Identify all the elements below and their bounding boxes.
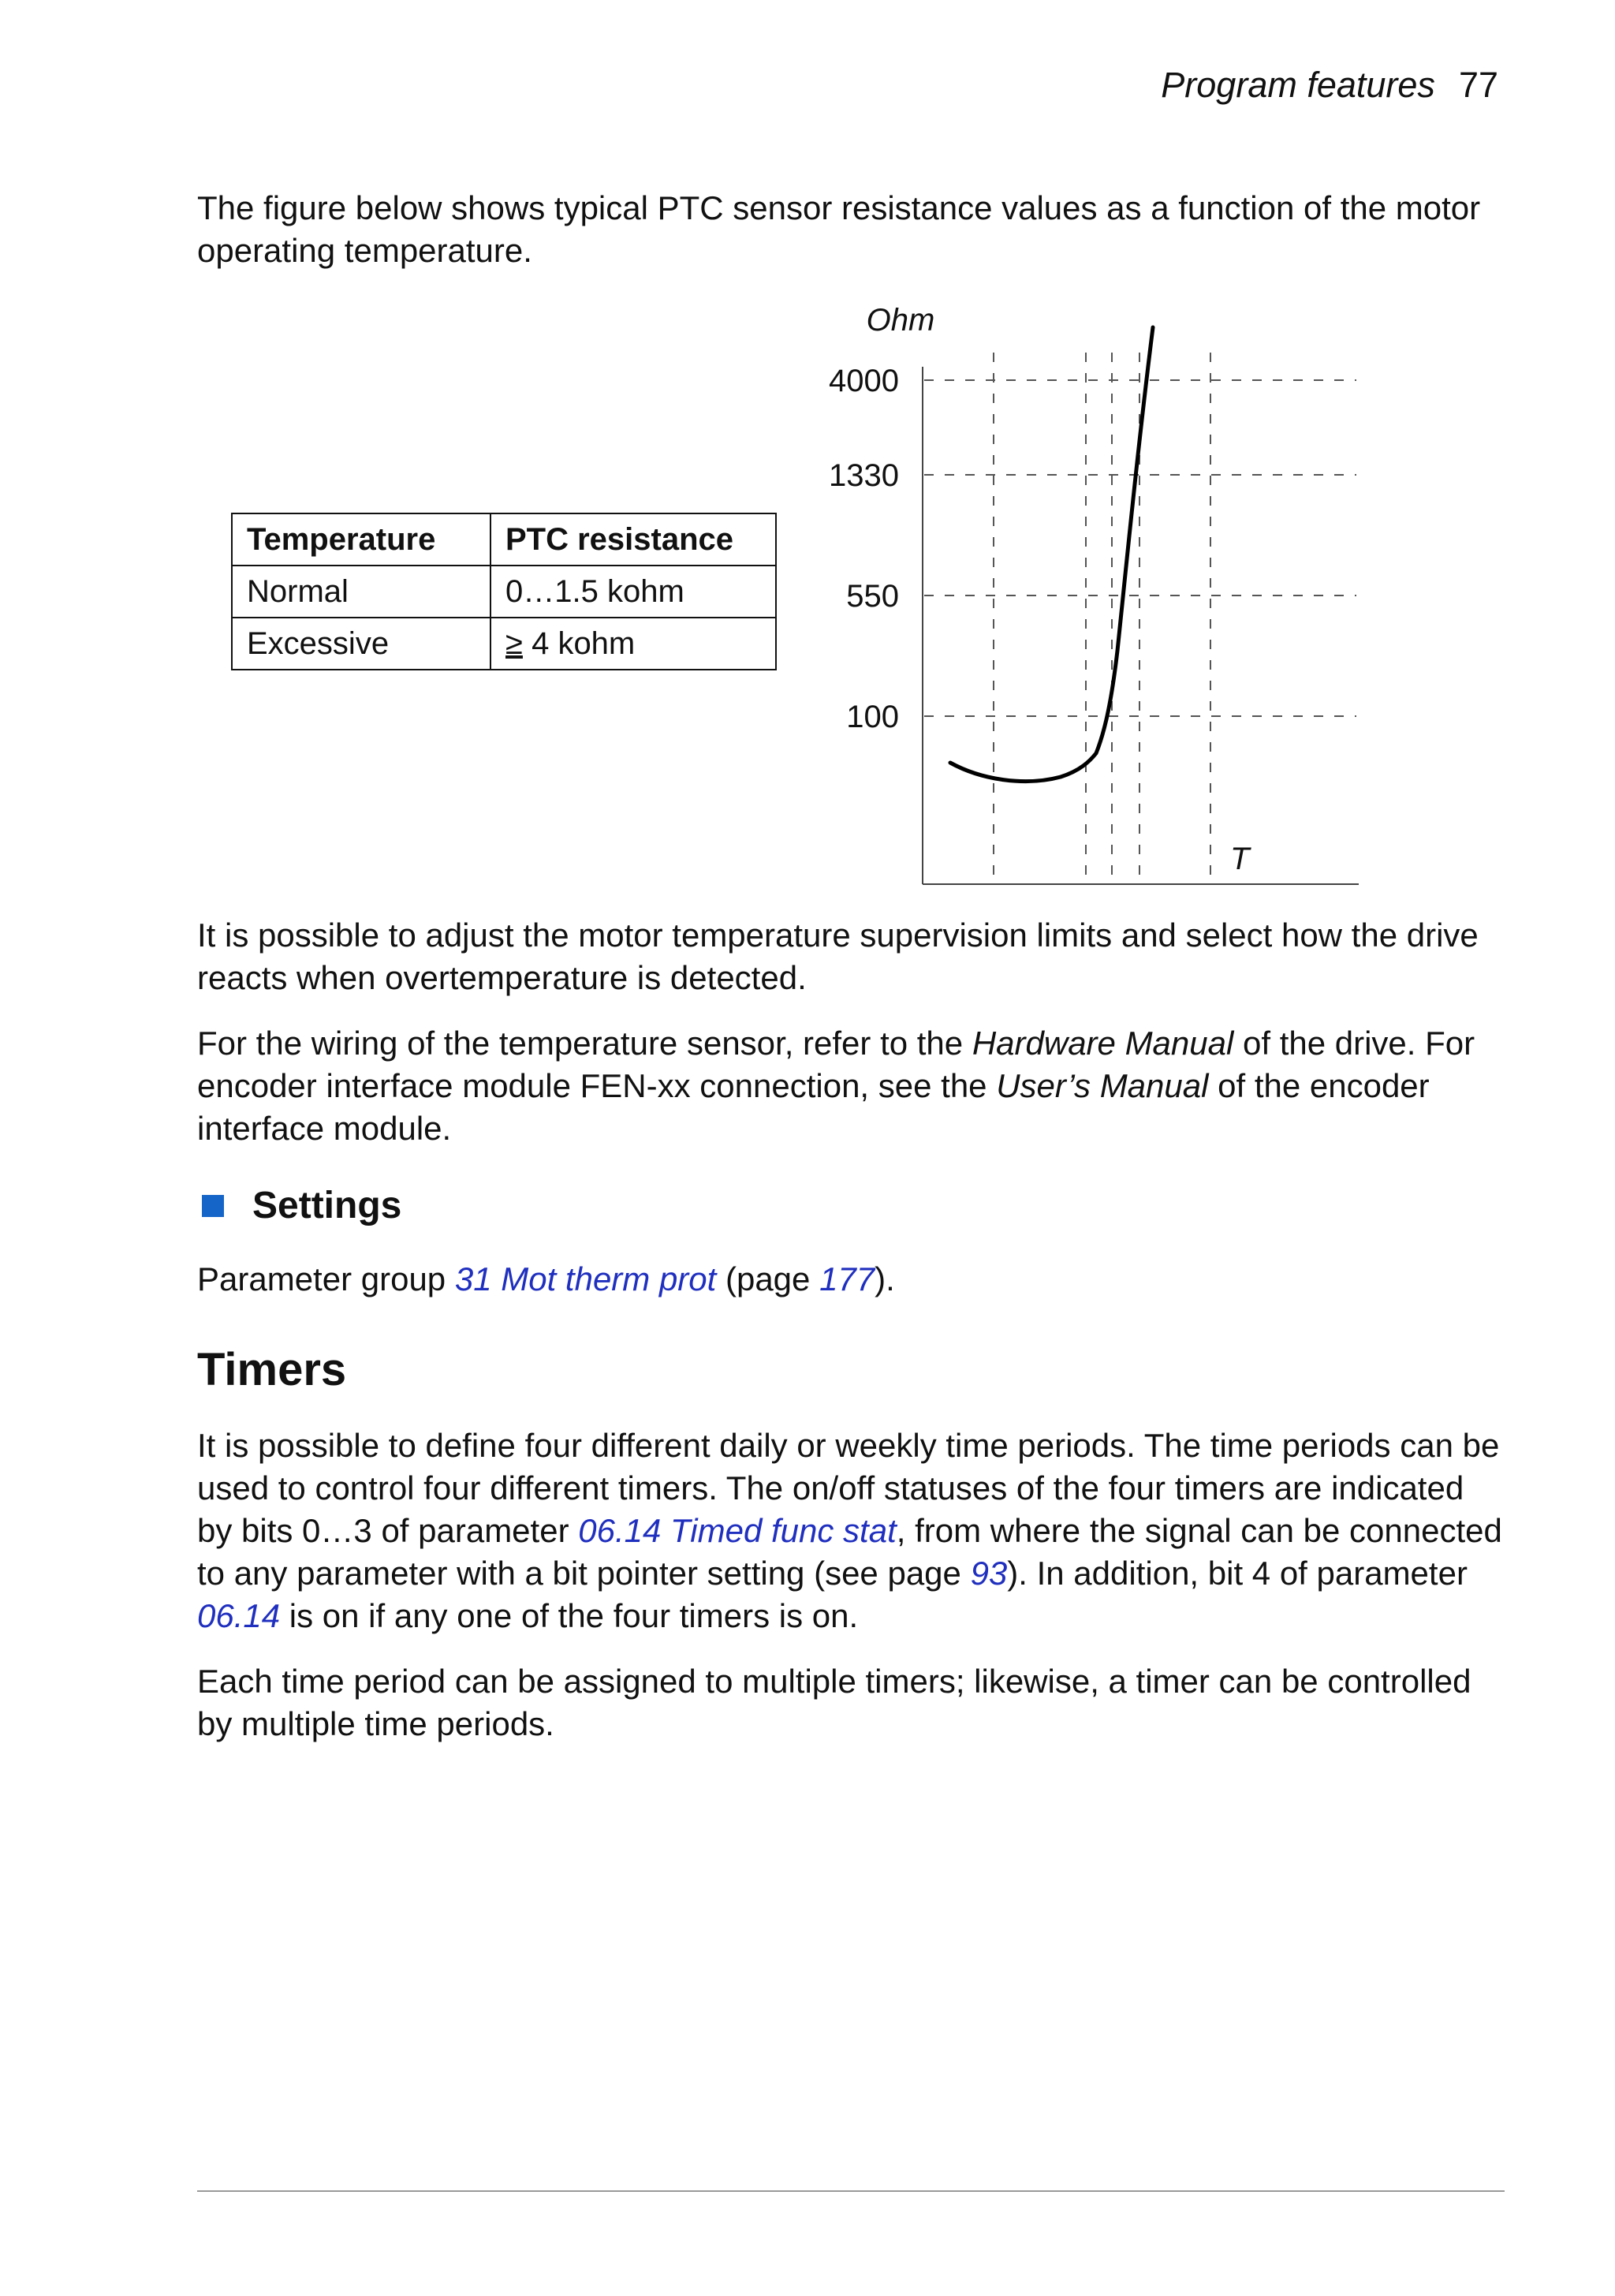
intro-paragraph: The figure below shows typical PTC sensor resistance values as a function of the motor operating temperature. bbox=[197, 189, 1481, 269]
param-06-14-short-link[interactable]: 06.14 bbox=[197, 1597, 281, 1634]
param-06-14-link[interactable]: 06.14 Timed func stat bbox=[578, 1512, 897, 1549]
text-run: (page bbox=[716, 1260, 820, 1297]
greater-equal-symbol: ≥ bbox=[505, 625, 523, 661]
timers-paragraph-2: Each time period can be assigned to multiple timers; likewise, a timer can be controlled by multiple time periods. bbox=[197, 1663, 1471, 1742]
timers-paragraph-1 bbox=[197, 1424, 1506, 1637]
cell-resistance: 0…1.5 kohm bbox=[490, 566, 776, 618]
param-group-31-link[interactable]: 31 Mot therm prot bbox=[454, 1260, 717, 1297]
page-number: 77 bbox=[1458, 65, 1498, 105]
text-run: of the drive. For encoder interface module FEN-xx connection, see the bbox=[197, 1025, 1475, 1104]
table-row bbox=[232, 566, 776, 618]
y-axis-label: Ohm bbox=[866, 303, 935, 338]
text-run: of the encoder interface module. bbox=[197, 1067, 1430, 1147]
ptc-table bbox=[231, 513, 777, 670]
text-run: For the wiring of the temperature sensor, refer to the bbox=[197, 1025, 972, 1062]
page-177-link[interactable]: 177 bbox=[819, 1260, 875, 1297]
y-tick-label: 1330 bbox=[829, 458, 899, 493]
y-tick-label: 550 bbox=[846, 579, 899, 614]
table-row bbox=[232, 618, 776, 670]
running-header bbox=[1161, 65, 1498, 106]
supervision-paragraph: It is possible to adjust the motor temperature supervision limits and select how the drive reacts when overtemperature is detected. bbox=[197, 917, 1479, 996]
footer-rule bbox=[197, 2190, 1505, 2192]
wiring-paragraph bbox=[197, 1022, 1506, 1150]
users-manual-ref: User’s Manual bbox=[996, 1067, 1209, 1104]
settings-paragraph bbox=[197, 1258, 1506, 1301]
text-run: , from where the signal can be connected to any parameter with a bit pointer setting (see page bbox=[197, 1512, 1502, 1592]
text-run: ). In addition, bit 4 of parameter bbox=[1007, 1555, 1468, 1592]
timers-heading: Timers bbox=[197, 1344, 347, 1395]
ptc-curve bbox=[950, 327, 1153, 782]
page-93-link[interactable]: 93 bbox=[970, 1555, 1008, 1592]
table-header-resistance: PTC resistance bbox=[490, 513, 776, 566]
section-bullet-icon bbox=[202, 1195, 224, 1217]
cell-temperature: Excessive bbox=[232, 618, 490, 670]
ptc-chart bbox=[812, 296, 1364, 895]
cell-resistance bbox=[490, 618, 776, 670]
table-header-temperature: Temperature bbox=[232, 513, 490, 566]
y-tick-label: 4000 bbox=[829, 364, 899, 398]
text-run: is on if any one of the four timers is on. bbox=[280, 1597, 859, 1634]
settings-heading: Settings bbox=[252, 1185, 402, 1226]
text-run: It is possible to define four different daily or weekly time periods. The time periods can be used to control four different timers. The on/off statuses of the four timers are indicated by bits 0…3 of parameter bbox=[197, 1427, 1500, 1549]
y-tick-label: 100 bbox=[846, 700, 899, 734]
x-axis-label: T bbox=[1230, 842, 1250, 876]
text-run: Parameter group bbox=[197, 1260, 455, 1297]
hardware-manual-ref: Hardware Manual bbox=[972, 1025, 1234, 1062]
text-run: ). bbox=[875, 1260, 895, 1297]
cell-temperature: Normal bbox=[232, 566, 490, 618]
section-title: Program features bbox=[1161, 65, 1435, 105]
table-header-row bbox=[232, 513, 776, 566]
resistance-value: 4 kohm bbox=[531, 625, 636, 661]
